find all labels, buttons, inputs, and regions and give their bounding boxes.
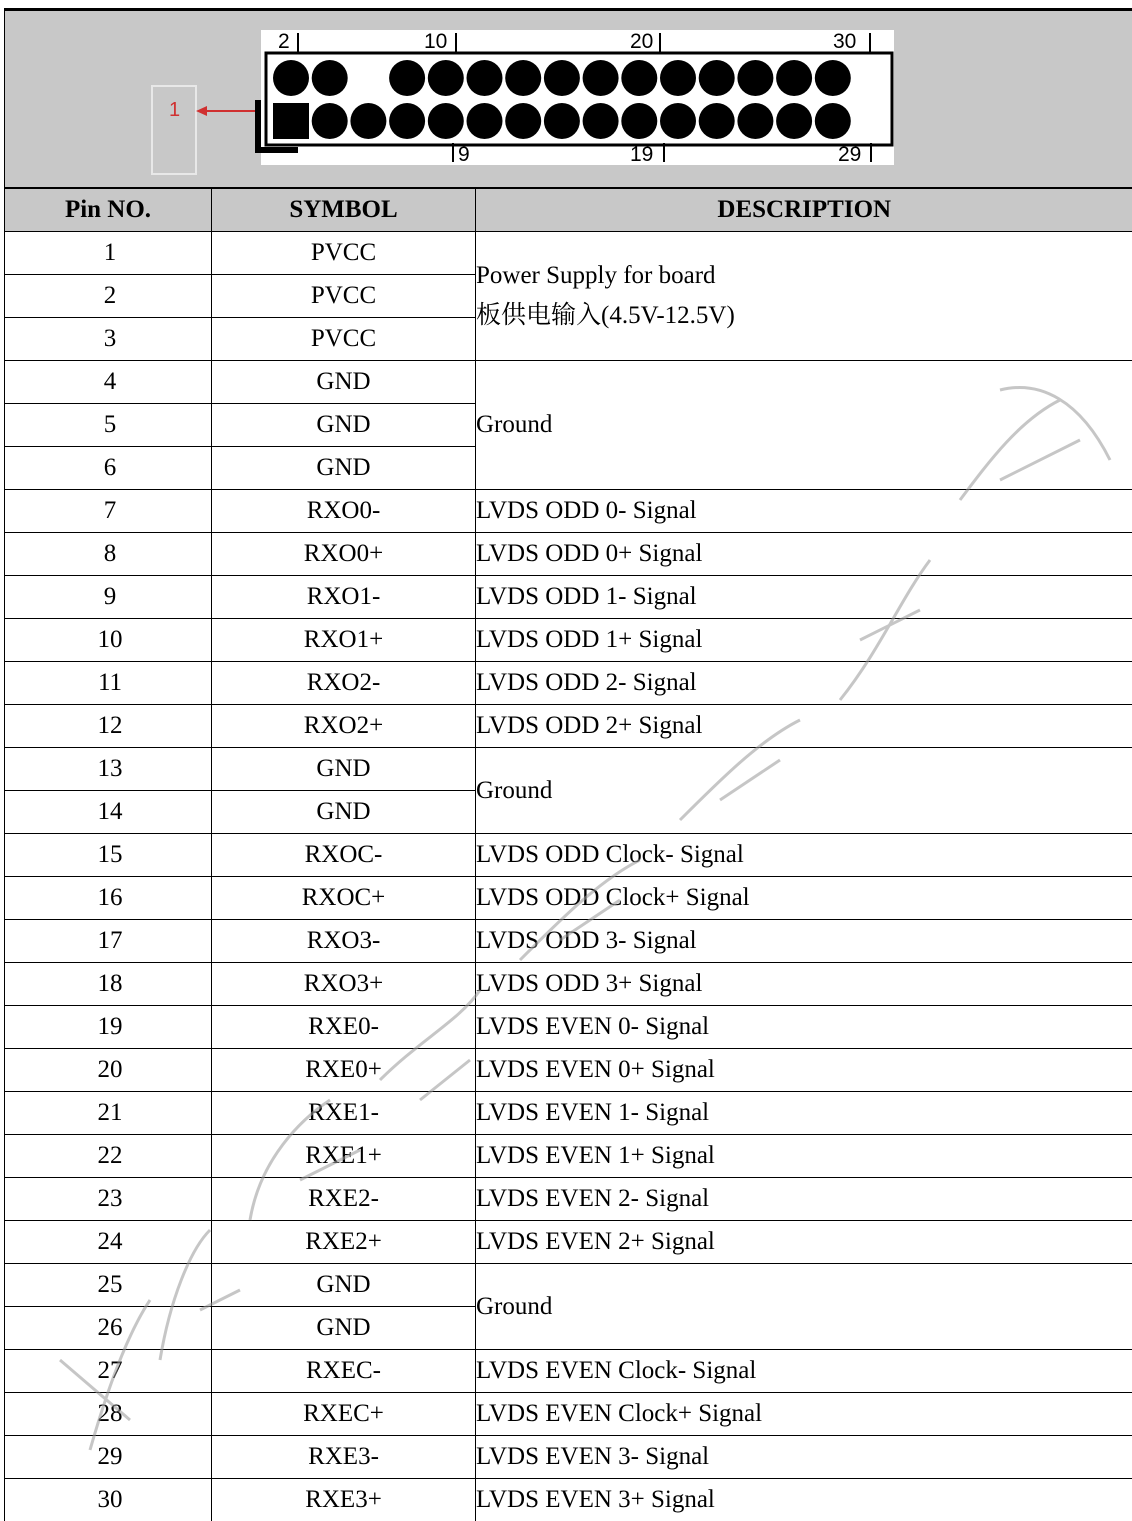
pin-number-cell: 29 xyxy=(5,1436,212,1479)
description-line: LVDS EVEN 0- Signal xyxy=(476,1006,1132,1048)
symbol-cell: GND xyxy=(212,404,476,447)
pin-label-bottom: 29 xyxy=(838,143,861,166)
pin-8 xyxy=(389,60,425,96)
pin-label-bottom: 9 xyxy=(458,143,470,166)
pin-20 xyxy=(621,60,657,96)
description-line: Ground xyxy=(476,770,1132,812)
description-line: LVDS EVEN 1+ Signal xyxy=(476,1135,1132,1177)
connector-diagram xyxy=(0,0,1132,190)
pin-27 xyxy=(776,103,812,139)
pin-number-cell: 18 xyxy=(5,963,212,1006)
table-row xyxy=(5,1436,1132,1479)
pin-14 xyxy=(505,60,541,96)
symbol-cell: RXOC- xyxy=(212,834,476,877)
description-cell xyxy=(476,1350,1132,1393)
description-line: LVDS ODD 3- Signal xyxy=(476,920,1132,962)
description-cell xyxy=(476,748,1132,834)
table-header-row xyxy=(5,189,1132,232)
pin-number-cell: 27 xyxy=(5,1350,212,1393)
description-cell xyxy=(476,1221,1132,1264)
pin-table xyxy=(4,188,1132,1521)
symbol-cell: RXOC+ xyxy=(212,877,476,920)
table-row xyxy=(5,748,1132,791)
pin-number-cell: 10 xyxy=(5,619,212,662)
description-cell xyxy=(476,1393,1132,1436)
symbol-cell: GND xyxy=(212,1307,476,1350)
table-row xyxy=(5,1479,1132,1521)
pin-4 xyxy=(312,60,348,96)
pin-5 xyxy=(350,103,386,139)
pin-3 xyxy=(312,103,348,139)
pin-number-cell: 28 xyxy=(5,1393,212,1436)
pin-number-cell: 13 xyxy=(5,748,212,791)
pin-number-cell: 30 xyxy=(5,1479,212,1521)
pin-label-bottom: 19 xyxy=(630,143,653,166)
table-row xyxy=(5,232,1132,275)
symbol-cell: RXO3+ xyxy=(212,963,476,1006)
symbol-cell: PVCC xyxy=(212,318,476,361)
header-pin-no: Pin NO. xyxy=(5,189,212,232)
pin-number-cell: 15 xyxy=(5,834,212,877)
description-line: LVDS EVEN 2+ Signal xyxy=(476,1221,1132,1263)
pin-12 xyxy=(467,60,503,96)
table-row xyxy=(5,1264,1132,1307)
table-row xyxy=(5,877,1132,920)
symbol-cell: RXO1+ xyxy=(212,619,476,662)
description-cell xyxy=(476,1479,1132,1521)
pin-11 xyxy=(467,103,503,139)
description-cell xyxy=(476,1092,1132,1135)
pin-number-cell: 26 xyxy=(5,1307,212,1350)
description-cell xyxy=(476,834,1132,877)
description-line: LVDS EVEN 2- Signal xyxy=(476,1178,1132,1220)
description-line: LVDS ODD 1+ Signal xyxy=(476,619,1132,661)
description-cell xyxy=(476,361,1132,490)
table-row xyxy=(5,705,1132,748)
description-cell xyxy=(476,662,1132,705)
description-line: LVDS EVEN 3+ Signal xyxy=(476,1479,1132,1521)
symbol-cell: RXE0- xyxy=(212,1006,476,1049)
pin-9 xyxy=(428,103,464,139)
description-line: LVDS EVEN Clock+ Signal xyxy=(476,1393,1132,1435)
description-cell xyxy=(476,1178,1132,1221)
pin-29 xyxy=(815,103,851,139)
symbol-cell: RXE2- xyxy=(212,1178,476,1221)
table-row xyxy=(5,1049,1132,1092)
pin1-marker-label: 1 xyxy=(169,99,180,121)
pin-number-cell: 8 xyxy=(5,533,212,576)
pin-label-top: 2 xyxy=(278,30,290,53)
symbol-cell: RXE3+ xyxy=(212,1479,476,1521)
description-line: LVDS EVEN 3- Signal xyxy=(476,1436,1132,1478)
description-line: LVDS ODD 0- Signal xyxy=(476,490,1132,532)
header-symbol: SYMBOL xyxy=(212,189,476,232)
symbol-cell: GND xyxy=(212,447,476,490)
description-cell xyxy=(476,490,1132,533)
table-row xyxy=(5,1350,1132,1393)
symbol-cell: RXO1- xyxy=(212,576,476,619)
description-cell xyxy=(476,705,1132,748)
symbol-cell: RXO0- xyxy=(212,490,476,533)
pin-18 xyxy=(583,60,619,96)
description-line: LVDS EVEN 1- Signal xyxy=(476,1092,1132,1134)
pin-number-cell: 24 xyxy=(5,1221,212,1264)
table-row xyxy=(5,1092,1132,1135)
description-cell xyxy=(476,1006,1132,1049)
description-line: Power Supply for board xyxy=(476,256,1132,296)
table-row xyxy=(5,920,1132,963)
table-row xyxy=(5,834,1132,877)
pin-number-cell: 16 xyxy=(5,877,212,920)
description-cell xyxy=(476,1264,1132,1350)
pin-number-cell: 7 xyxy=(5,490,212,533)
description-line: Ground xyxy=(476,1286,1132,1328)
table-row xyxy=(5,1393,1132,1436)
header-description: DESCRIPTION xyxy=(476,189,1132,232)
table-row xyxy=(5,662,1132,705)
symbol-cell: RXO3- xyxy=(212,920,476,963)
description-line: LVDS ODD 2- Signal xyxy=(476,662,1132,704)
description-cell xyxy=(476,232,1132,361)
pin-16 xyxy=(544,60,580,96)
pin-17 xyxy=(583,103,619,139)
description-cell xyxy=(476,1135,1132,1178)
symbol-cell: RXE2+ xyxy=(212,1221,476,1264)
symbol-cell: GND xyxy=(212,361,476,404)
pin-number-cell: 12 xyxy=(5,705,212,748)
pin-number-cell: 2 xyxy=(5,275,212,318)
pin-number-cell: 1 xyxy=(5,232,212,275)
description-cell xyxy=(476,920,1132,963)
symbol-cell: GND xyxy=(212,791,476,834)
symbol-cell: RXO2+ xyxy=(212,705,476,748)
table-row xyxy=(5,1006,1132,1049)
symbol-cell: RXE1+ xyxy=(212,1135,476,1178)
description-line: LVDS ODD 1- Signal xyxy=(476,576,1132,618)
table-row xyxy=(5,619,1132,662)
symbol-cell: RXEC+ xyxy=(212,1393,476,1436)
pin-15 xyxy=(544,103,580,139)
description-line: 板供电输入(4.5V-12.5V) xyxy=(476,296,1132,336)
description-line: LVDS ODD Clock+ Signal xyxy=(476,877,1132,919)
pin-number-cell: 25 xyxy=(5,1264,212,1307)
symbol-cell: RXEC- xyxy=(212,1350,476,1393)
description-cell xyxy=(476,963,1132,1006)
table-row xyxy=(5,963,1132,1006)
pin-number-cell: 4 xyxy=(5,361,212,404)
description-line: LVDS ODD 3+ Signal xyxy=(476,963,1132,1005)
description-line: LVDS EVEN 0+ Signal xyxy=(476,1049,1132,1091)
table-row xyxy=(5,1178,1132,1221)
pin-25 xyxy=(737,103,773,139)
symbol-cell: GND xyxy=(212,1264,476,1307)
pin-26 xyxy=(737,60,773,96)
symbol-cell: RXE1- xyxy=(212,1092,476,1135)
description-cell xyxy=(476,877,1132,920)
pin-number-cell: 22 xyxy=(5,1135,212,1178)
pin-number-cell: 6 xyxy=(5,447,212,490)
table-row xyxy=(5,533,1132,576)
symbol-cell: PVCC xyxy=(212,275,476,318)
table-row xyxy=(5,490,1132,533)
pin-number-cell: 21 xyxy=(5,1092,212,1135)
description-cell xyxy=(476,1049,1132,1092)
pin-22 xyxy=(660,60,696,96)
table-row xyxy=(5,576,1132,619)
description-cell xyxy=(476,533,1132,576)
pin-label-top: 20 xyxy=(630,30,653,53)
pin-7 xyxy=(389,103,425,139)
table-row xyxy=(5,1221,1132,1264)
pin-number-cell: 20 xyxy=(5,1049,212,1092)
pin-number-cell: 11 xyxy=(5,662,212,705)
description-cell xyxy=(476,576,1132,619)
symbol-cell: RXE0+ xyxy=(212,1049,476,1092)
pin-number-cell: 5 xyxy=(5,404,212,447)
pin-30 xyxy=(815,60,851,96)
symbol-cell: RXE3- xyxy=(212,1436,476,1479)
pin-23 xyxy=(699,103,735,139)
description-line: LVDS ODD 0+ Signal xyxy=(476,533,1132,575)
description-line: LVDS ODD Clock- Signal xyxy=(476,834,1132,876)
pin-label-top: 10 xyxy=(424,30,447,53)
pin-19 xyxy=(621,103,657,139)
description-line: LVDS ODD 2+ Signal xyxy=(476,705,1132,747)
pin-number-cell: 14 xyxy=(5,791,212,834)
pin1-arrowhead xyxy=(196,106,207,116)
symbol-cell: GND xyxy=(212,748,476,791)
pin-number-cell: 3 xyxy=(5,318,212,361)
description-cell xyxy=(476,619,1132,662)
pin-21 xyxy=(660,103,696,139)
pin-24 xyxy=(699,60,735,96)
pin-number-cell: 19 xyxy=(5,1006,212,1049)
pin-28 xyxy=(776,60,812,96)
pin-13 xyxy=(505,103,541,139)
pin-label-top: 30 xyxy=(833,30,856,53)
symbol-cell: RXO0+ xyxy=(212,533,476,576)
description-cell xyxy=(476,1436,1132,1479)
pin-number-cell: 23 xyxy=(5,1178,212,1221)
pin-1 xyxy=(273,103,309,139)
pin-10 xyxy=(428,60,464,96)
description-line: Ground xyxy=(476,404,1132,446)
symbol-cell: PVCC xyxy=(212,232,476,275)
pin-number-cell: 17 xyxy=(5,920,212,963)
pin-2 xyxy=(273,60,309,96)
table-row xyxy=(5,1135,1132,1178)
symbol-cell: RXO2- xyxy=(212,662,476,705)
pin-number-cell: 9 xyxy=(5,576,212,619)
table-row xyxy=(5,361,1132,404)
description-line: LVDS EVEN Clock- Signal xyxy=(476,1350,1132,1392)
